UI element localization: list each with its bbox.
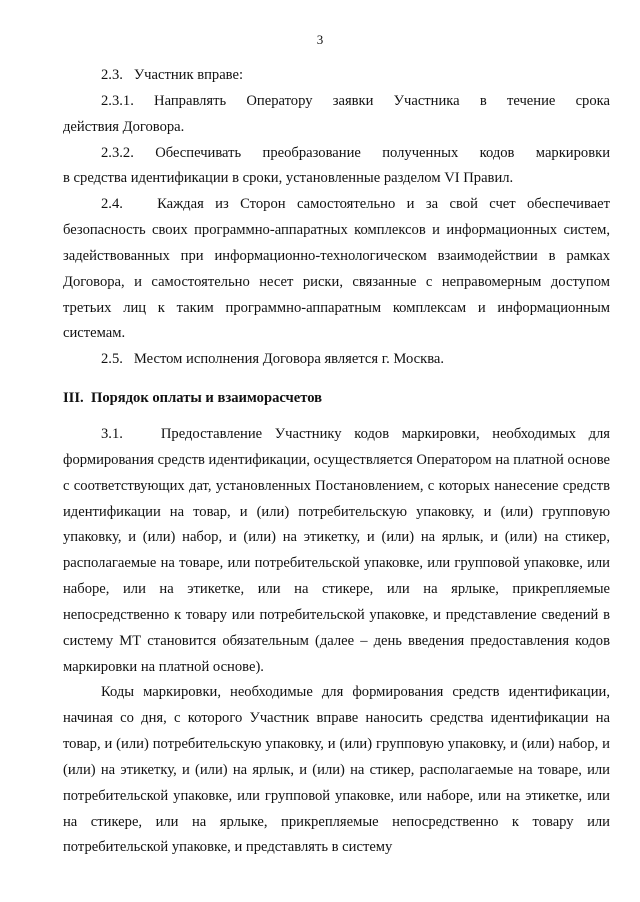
page-number: 3 (316, 32, 324, 47)
clause-2-3-2-line2: в средства идентификации в сроки, установленные разделом VI Правил. (63, 170, 514, 187)
clause-3-1-continued: Коды маркировки, необходимые для формирования средств идентификации, начиная со дня, с которого Участник вправе наносить средства идентификации на товар, и (или) потребительскую упаковку, и (или) групповую упаковку, и (или) набор, и (или) на этикетку, и (или) на ярлык, и (или) на стикер, располагаемые на товаре, или потребительской упаковке, или групповой упаковке, или наборе, или на этикетке, или на стикере, или на ярлыке, прикрепляемые непосредственно к товару или потребительской упаковке, и представлять в систему (63, 684, 610, 856)
clause-2-3-1-line1: 2.3.1. Направлять Оператору заявки Участника в течение срока (101, 92, 610, 109)
document-body (63, 63, 610, 861)
clause-2-3: 2.3. Участник вправе: (101, 67, 244, 83)
clause-2-3-2-line1: 2.3.2. Обеспечивать преобразование полученных кодов маркировки (101, 144, 610, 161)
clause-2-5: 2.5. Местом исполнения Договора является г. Москва. (101, 351, 445, 368)
section-heading: III. Порядок оплаты и взаиморасчетов (63, 390, 323, 407)
clause-3-1: 3.1. Предоставление Участнику кодов маркировки, необходимых для формирования средств идентификации, осуществляется Оператором на платной основе с соответствующих дат, установленных Постановлением, с которых нанесение средств идентификации на товар, и (или) потребительскую упаковку, и (или) групповую упаковку, и (или) набор, и (или) на этикетку, и (или) на ярлык, и (или) на стикер, располагаемые на товаре, или потребительской упаковке, или групповой упаковке, или наборе, или на этикетке, или на стикере, или на ярлыке, прикрепляемые непосредственно к товару или потребительской упаковке, и представление сведений в систему МТ становится обязательным (далее – день введения предоставления кодов маркировки на платной основе). (63, 425, 610, 675)
clause-2-3-1-line2: действия Договора. (63, 118, 185, 135)
clause-2-4: 2.4. Каждая из Сторон самостоятельно и за свой счет обеспечивает безопасность своих программно-аппаратных комплексов и информационных систем, задействованных при информационно-технологическом взаимодействии в рамках Договора, и самостоятельно несет риски, связанные с неправомерным доступом третьих лиц к таким программно-аппаратным комплексам и информационным системам. (63, 196, 610, 342)
